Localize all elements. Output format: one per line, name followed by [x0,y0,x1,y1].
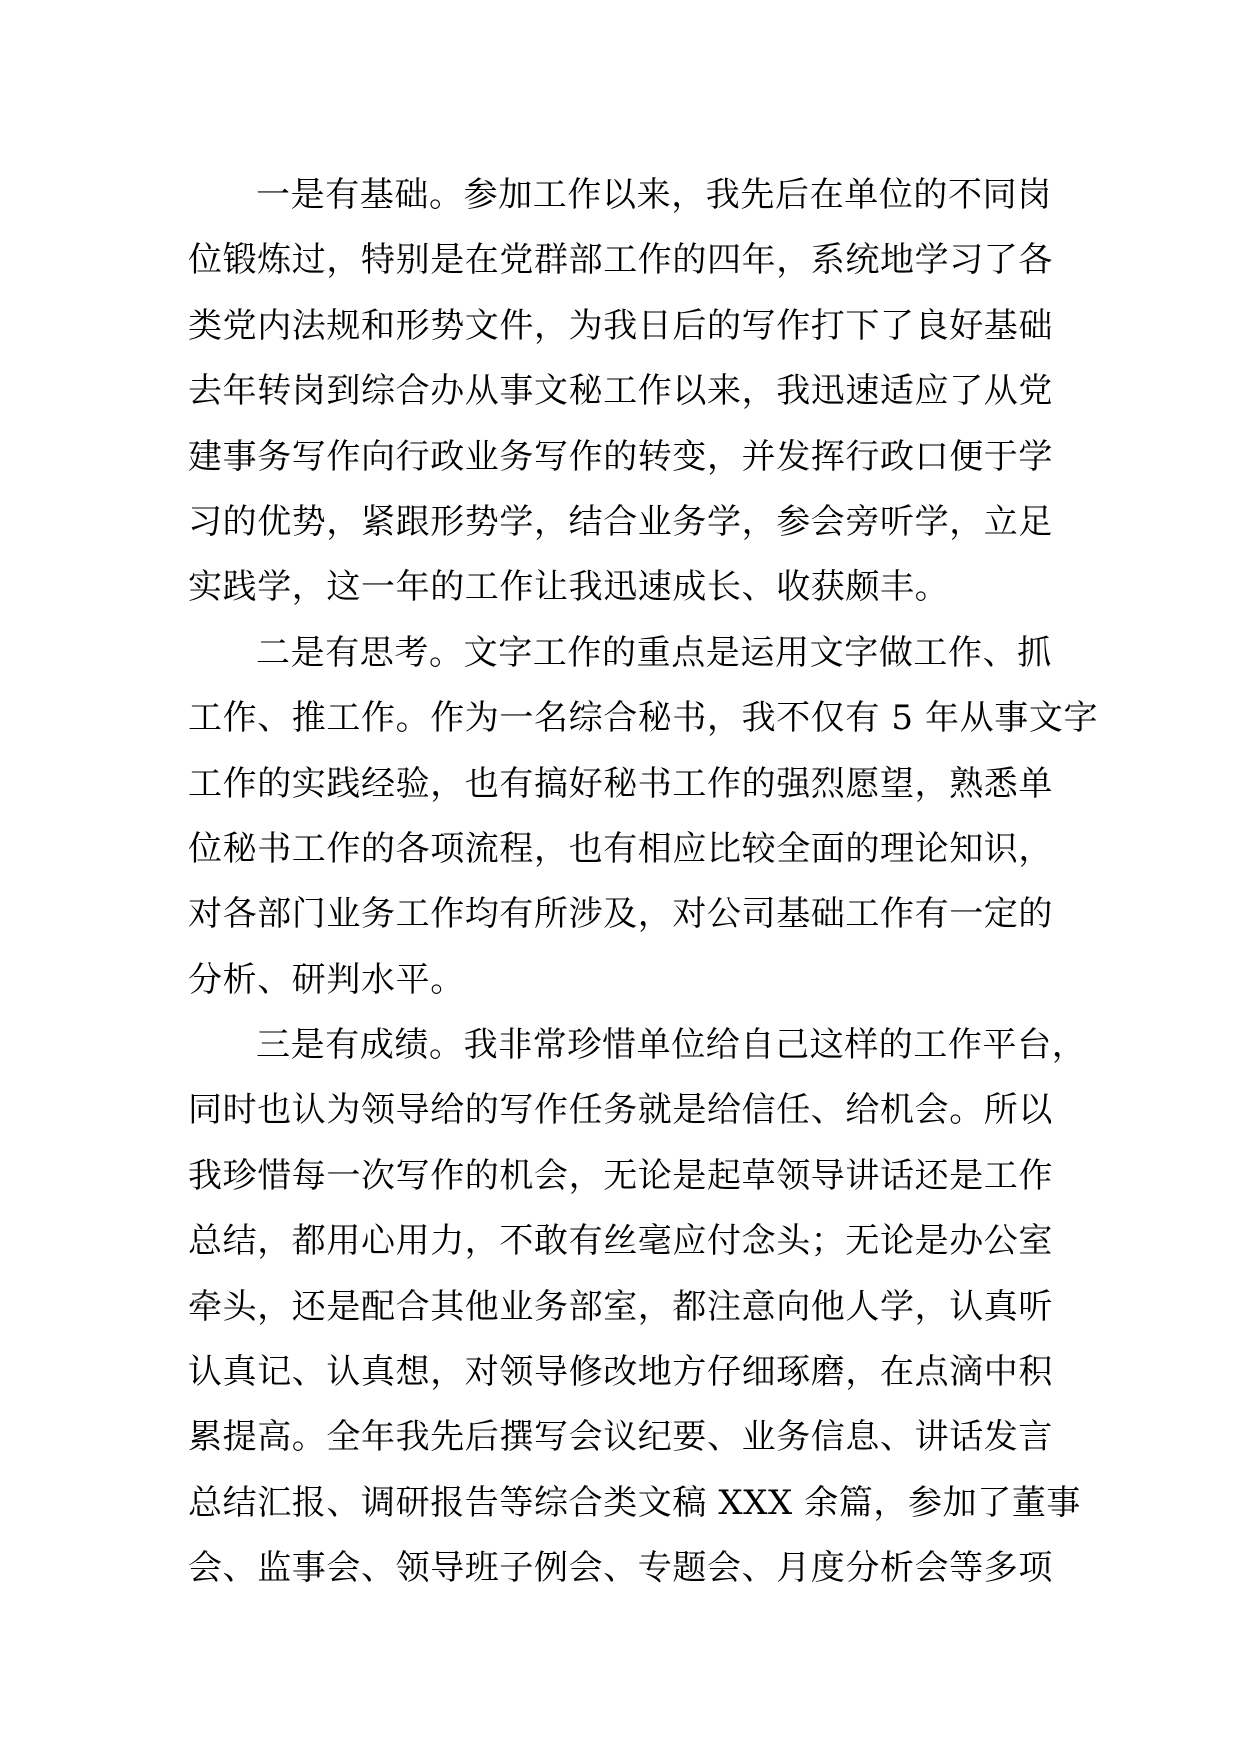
text-line: 习的优势，紧跟形势学，结合业务学，参会旁听学，立足 [188,501,1053,542]
text-line: 同时也认为领导给的写作任务就是给信任、给机会。所以 [188,1090,1053,1131]
text-line: 工作、推工作。作为一名综合秘书，我不仅有 5 年从事文字 [188,698,1099,739]
text-line: 三是有成绩。我非常珍惜单位给自己这样的工作平台， [256,1025,1087,1066]
text-line: 认真记、认真想，对领导修改地方仔细琢磨，在点滴中积 [188,1352,1053,1393]
text-line: 位秘书工作的各项流程，也有相应比较全面的理论知识， [188,828,1053,869]
text-line: 一是有基础。参加工作以来，我先后在单位的不同岗 [256,175,1052,215]
paragraph-achievements [188,1013,1088,1602]
text-line: 位锻炼过，特别是在党群部工作的四年，系统地学习了各 [188,240,1053,281]
paragraph-thinking [188,621,1099,1013]
text-line: 去年转岗到综合办从事文秘工作以来，我迅速适应了从党 [188,371,1053,412]
paragraph-foundation [188,163,1088,621]
text-line: 我珍惜每一次写作的机会，无论是起草领导讲话还是工作 [188,1155,1053,1196]
text-line: 实践学，这一年的工作让我迅速成长、收获颇丰。 [188,567,950,608]
text-line: 二是有思考。文字工作的重点是运用文字做工作、抓 [256,632,1052,673]
text-line: 对各部门业务工作均有所涉及，对公司基础工作有一定的 [188,894,1053,935]
text-line: 建事务写作向行政业务写作的转变，并发挥行政口便于学 [188,436,1053,477]
text-line: 牵头，还是配合其他业务部室，都注意向他人学，认真听 [188,1286,1053,1327]
document-body [188,163,1099,1602]
text-line: 总结，都用心用力，不敢有丝毫应付念头；无论是办公室 [188,1221,1053,1262]
text-line: 会、监事会、领导班子例会、专题会、月度分析会等多项 [188,1548,1053,1589]
text-line: 分析、研判水平。 [188,959,465,1000]
text-line: 累提高。全年我先后撰写会议纪要、业务信息、讲话发言 [188,1417,1053,1458]
text-line: 工作的实践经验，也有搞好秘书工作的强烈愿望，熟悉单 [188,763,1053,804]
text-line: 类党内法规和形势文件，为我日后的写作打下了良好基础 [188,305,1053,346]
text-line: 总结汇报、调研报告等综合类文稿 XXX 余篇，参加了董事 [188,1482,1082,1523]
